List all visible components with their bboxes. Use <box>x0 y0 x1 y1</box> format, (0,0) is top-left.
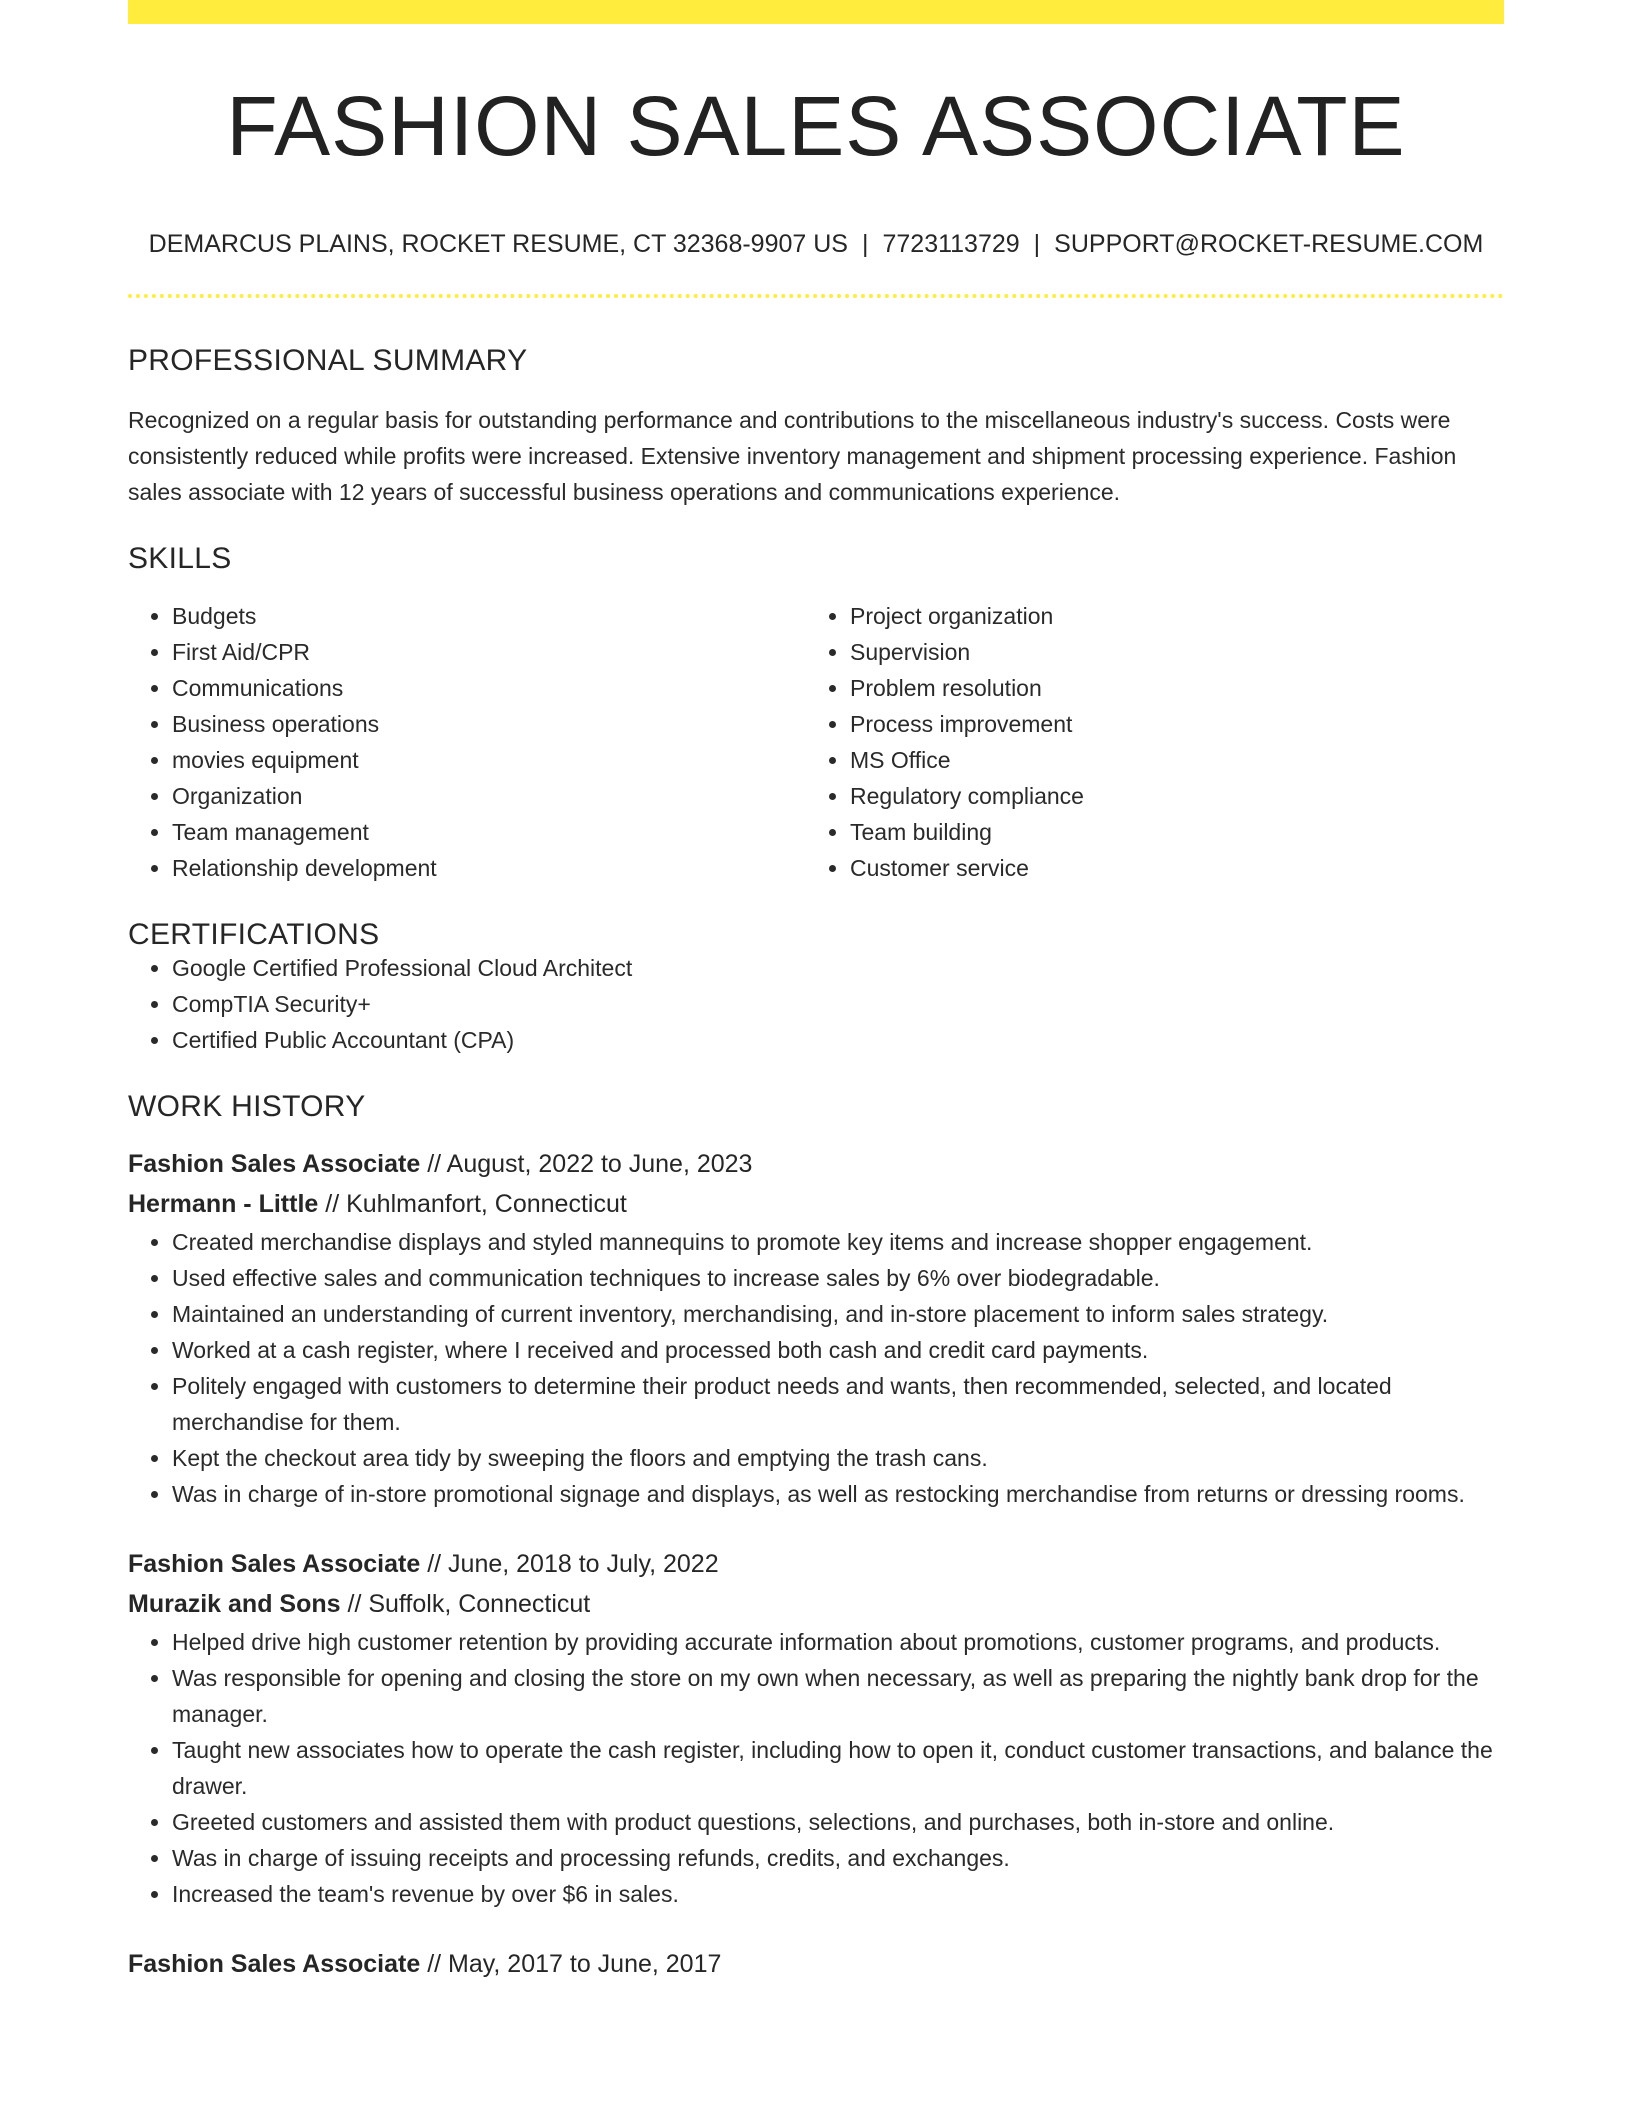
job-company-line <box>128 1184 1504 1224</box>
job-responsibility-item: • Created merchandise displays and styled mannequins to promote key items and increase shopper engagement. <box>172 1224 1504 1260</box>
skills-column-right <box>806 598 1484 886</box>
certification-item: • Google Certified Professional Cloud Architect <box>172 950 1504 986</box>
job-title: Fashion Sales Associate <box>128 1550 421 1578</box>
skill-item: • Budgets <box>172 598 806 634</box>
job-responsibilities-list <box>128 1624 1504 1912</box>
summary-heading: PROFESSIONAL SUMMARY <box>128 344 528 377</box>
resume-page <box>128 0 1504 1984</box>
contact-line <box>128 232 1504 257</box>
skills-heading: SKILLS <box>128 542 232 575</box>
skill-item: • Process improvement <box>850 706 1484 742</box>
summary-text: Recognized on a regular basis for outstanding performance and contributions to the miscellaneous industry's success. Costs were consistently reduced while profits were increased. Extensive inventory management and shipment processing experience. Fashion sales associate with 12 years of successful business operations and communications experience. <box>128 407 1457 505</box>
job-location: Kuhlmanfort, Connecticut <box>346 1190 627 1218</box>
job-responsibility-item: • Used effective sales and communication techniques to increase sales by 6% over biodegradable. <box>172 1260 1504 1296</box>
skill-item: • Project organization <box>850 598 1484 634</box>
job-entry <box>128 1144 1504 1512</box>
skills-list-right <box>806 598 1484 886</box>
job-title: Fashion Sales Associate <box>128 1150 421 1178</box>
skill-item: • MS Office <box>850 742 1484 778</box>
job-responsibility-item: • Maintained an understanding of current inventory, merchandising, and in-store placement to inform sales strategy. <box>172 1296 1504 1332</box>
job-responsibilities-list <box>128 1224 1504 1512</box>
job-title: Fashion Sales Associate <box>128 1950 421 1978</box>
resume-title: FASHION SALES ASSOCIATE <box>226 79 1406 173</box>
job-responsibility-item: • Politely engaged with customers to determine their product needs and wants, then recommended, selected, and located merchandise for them. <box>172 1368 1504 1440</box>
contact-phone[interactable]: 7723113729 <box>882 230 1020 258</box>
top-accent-bar <box>128 0 1504 24</box>
skills-list-left <box>128 598 806 886</box>
job-divider: // <box>420 1950 449 1978</box>
job-responsibility-item: • Taught new associates how to operate the cash register, including how to open it, conduct customer transactions, and balance the drawer. <box>172 1732 1504 1804</box>
job-responsibility-item: • Worked at a cash register, where I received and processed both cash and credit card payments. <box>172 1332 1504 1368</box>
skill-item: • First Aid/CPR <box>172 634 806 670</box>
work-history-heading: WORK HISTORY <box>128 1090 366 1123</box>
skills-grid <box>128 598 1504 886</box>
job-location: Suffolk, Connecticut <box>368 1590 591 1618</box>
certifications-heading: CERTIFICATIONS <box>128 918 380 951</box>
skill-item: • Team management <box>172 814 806 850</box>
job-responsibility-item: • Was responsible for opening and closing the store on my own when necessary, as well as preparing the nightly bank drop for the manager. <box>172 1660 1504 1732</box>
skill-item: • Customer service <box>850 850 1484 886</box>
contact-address: DEMARCUS PLAINS, ROCKET RESUME, CT 32368-9907 US <box>148 230 848 258</box>
job-responsibility-item: • Kept the checkout area tidy by sweeping the floors and emptying the trash cans. <box>172 1440 1504 1476</box>
job-divider: // <box>318 1190 347 1218</box>
job-responsibility-item: • Helped drive high customer retention by providing accurate information about promotions, customer programs, and products. <box>172 1624 1504 1660</box>
job-responsibility-item: • Greeted customers and assisted them with product questions, selections, and purchases, both in-store and online. <box>172 1804 1504 1840</box>
job-entry <box>128 1544 1504 1912</box>
certifications-list <box>128 950 1504 1058</box>
job-divider: // <box>340 1590 369 1618</box>
job-title-line <box>128 1144 1504 1184</box>
skill-item: • Relationship development <box>172 850 806 886</box>
contact-email[interactable]: SUPPORT@ROCKET-RESUME.COM <box>1054 230 1484 258</box>
skill-item: • movies equipment <box>172 742 806 778</box>
job-dates: August, 2022 to June, 2023 <box>446 1150 753 1178</box>
job-entry <box>128 1944 1504 1984</box>
skill-item: • Problem resolution <box>850 670 1484 706</box>
header-divider <box>128 294 1504 298</box>
skill-item: • Supervision <box>850 634 1484 670</box>
job-responsibility-item: • Increased the team's revenue by over $6 in sales. <box>172 1876 1504 1912</box>
skill-item: • Regulatory compliance <box>850 778 1484 814</box>
certification-item: • CompTIA Security+ <box>172 986 1504 1022</box>
job-responsibility-item: • Was in charge of issuing receipts and processing refunds, credits, and exchanges. <box>172 1840 1504 1876</box>
skill-item: • Organization <box>172 778 806 814</box>
skill-item: • Communications <box>172 670 806 706</box>
job-dates: May, 2017 to June, 2017 <box>448 1950 722 1978</box>
skills-column-left <box>128 598 806 886</box>
job-responsibility-item: • Was in charge of in-store promotional signage and displays, as well as restocking merchandise from returns or dressing rooms. <box>172 1476 1504 1512</box>
job-company: Murazik and Sons <box>128 1590 341 1618</box>
certification-item: • Certified Public Accountant (CPA) <box>172 1022 1504 1058</box>
work-history-list <box>128 1144 1504 1984</box>
contact-separator: | <box>1033 230 1041 258</box>
job-divider: // <box>420 1550 449 1578</box>
job-title-line <box>128 1944 1504 1984</box>
contact-separator: | <box>861 230 869 258</box>
skill-item: • Team building <box>850 814 1484 850</box>
job-dates: June, 2018 to July, 2022 <box>448 1550 719 1578</box>
job-company-line <box>128 1584 1504 1624</box>
job-divider: // <box>420 1150 447 1178</box>
job-title-line <box>128 1544 1504 1584</box>
job-company: Hermann - Little <box>128 1190 319 1218</box>
skill-item: • Business operations <box>172 706 806 742</box>
